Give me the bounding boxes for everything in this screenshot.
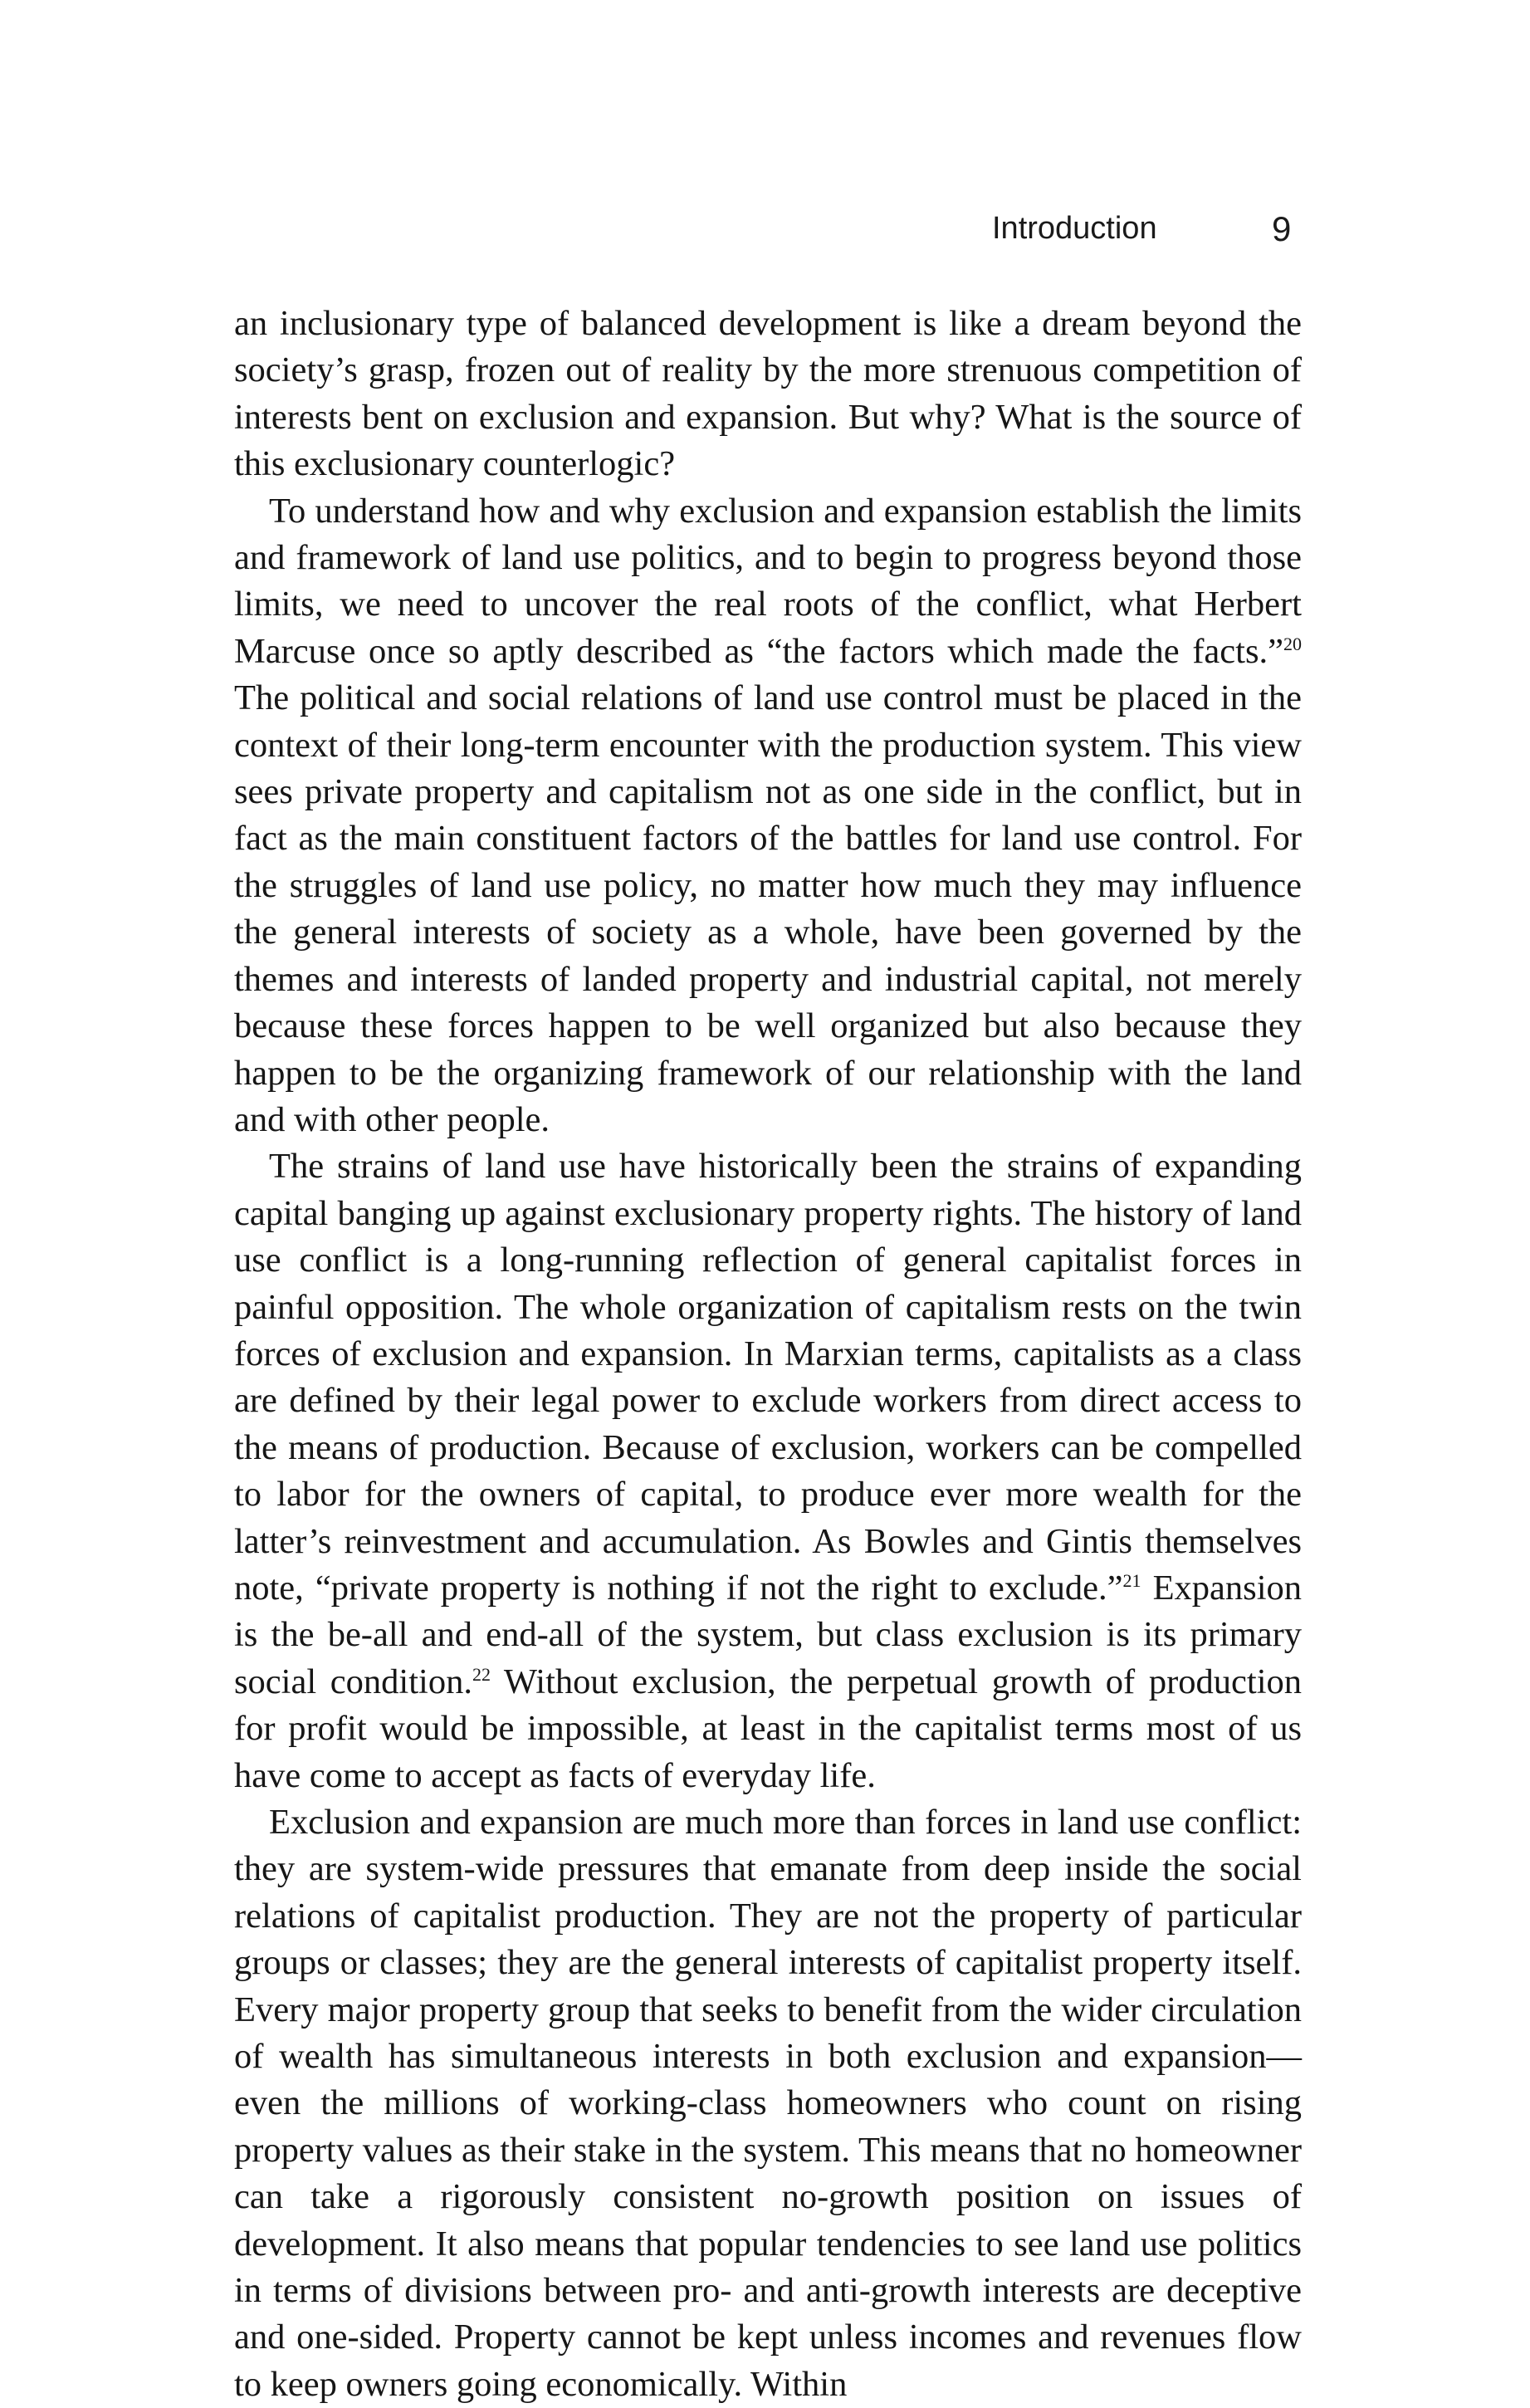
footnote-ref-20: 20: [1283, 633, 1302, 654]
paragraph-3: [234, 1143, 1302, 1799]
paragraph-2: [234, 488, 1302, 1144]
page-number: 9: [1272, 209, 1292, 248]
paragraph-4: Exclusion and expansion are much more than forces in land use conflict: they are system-wide pressures that emanate from deep inside the social relations of capitalist production. They are not the property of particular groups or classes; they are the general interests of capitalist property itself. Every major property group that seeks to benefit from the wider circulation of wealth has simultaneous interests in both exclusion and expansion—even the millions of working-class homeowners who count on rising property values as their stake in the system. This means that no homeowner can take a rigorously consistent no-growth position on issues of development. It also means that popular tendencies to see land use politics in terms of divisions between pro- and anti-growth interests are deceptive and one-sided. Property cannot be kept unless incomes and revenues flow to keep owners going economically. Within: [234, 1803, 1302, 2404]
footnote-ref-21: 21: [1122, 1569, 1141, 1591]
body-text: [234, 301, 1302, 2408]
paragraph-2-text-a: To understand how and why exclusion and expansion establish the limits and framework of land use politics, and to begin to progress beyond those limits, we need to uncover the real roots of the conflict, what Herbert Marcuse once so aptly described as “the factors which made the facts.”: [234, 491, 1302, 671]
paragraph-3-text-c: Without exclusion, the perpetual growth of production for profit would be impossible, at least in the capitalist terms most of us have come to accept as facts of everyday life.: [234, 1662, 1303, 1795]
page-header: [992, 206, 1308, 256]
footnote-ref-22: 22: [472, 1663, 491, 1685]
paragraph-2-text-b: The political and social relations of land use control must be placed in the context of their long-term encounter with the production system. This view sees private property and capitalism not as one side in the conflict, but in fact as the main constituent factors of the battles for land use control. For the struggles of land use policy, no matter how much they may influence the general interests of society as a whole, have been governed by the themes and interests of landed property and industrial capital, not merely because these forces happen to be well organized but also because they happen to be the organizing framework of our relationship with the land and with other people.: [234, 678, 1302, 1139]
paragraph-1: an inclusionary type of balanced development is like a dream beyond the society’s grasp, frozen out of reality by the more strenuous competition of interests bent on exclusion and expansion. But why? What is the source of this exclusionary counterlogic?: [234, 304, 1302, 484]
paragraph-3-text-b: Expansion is the be-all and end-all of the system, but class exclusion is its primary social condition.: [234, 1568, 1303, 1701]
running-head: Introduction: [992, 211, 1157, 246]
paragraph-3-text-a: The strains of land use have historically been the strains of expanding capital banging up against exclusionary property rights. The history of land use conflict is a long-running reflection of general capitalist forces in painful opposition. The whole organization of capitalism rests on the twin forces of exclusion and expansion. In Marxian terms, capitalists as a class are defined by their legal power to exclude workers from direct access to the means of production. Because of exclusion, workers can be compelled to labor for the owners of capital, to produce ever more wealth for the latter’s reinvestment and accumulation. As Bowles and Gintis themselves note, “private property is nothing if not the right to exclude.”: [234, 1147, 1302, 1608]
